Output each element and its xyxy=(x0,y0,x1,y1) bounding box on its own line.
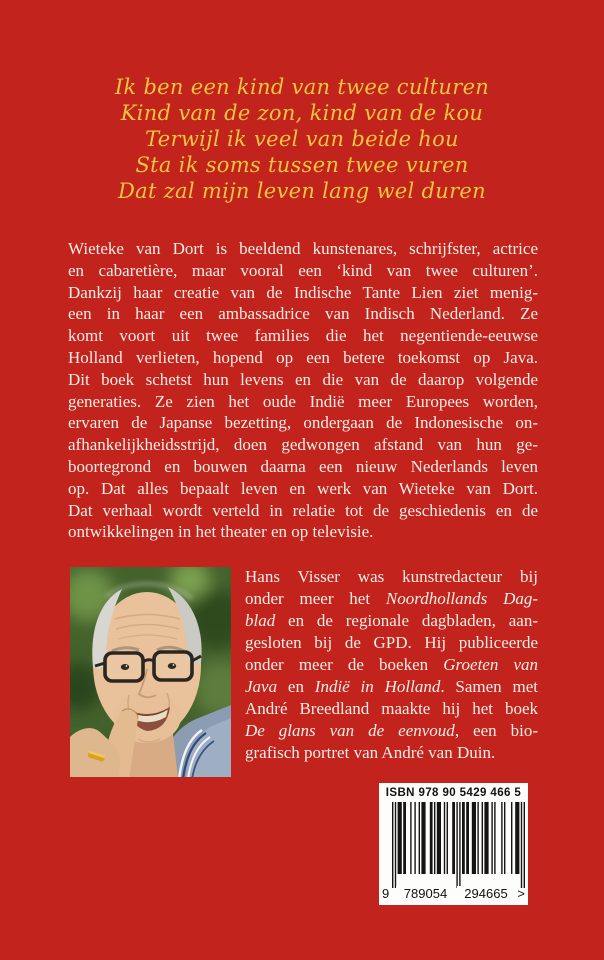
description-line: Holland verlieten, hopend op een betere toekomst op Java. xyxy=(68,347,538,367)
author-photo xyxy=(70,567,231,777)
description-line: ervaren de Japanse bezetting, ondergaan de Indonesische on- xyxy=(68,413,538,433)
poem xyxy=(0,74,604,204)
poem-line: Dat zal mijn leven lang wel duren xyxy=(118,179,486,203)
bio-line: blad en de regionale dagbladen, aan- xyxy=(245,611,538,630)
description-line: boortegrond en bouwen daarna een nieuw Nederlands leven xyxy=(68,456,538,476)
isbn-barcode xyxy=(379,783,528,905)
description-line: ontwikkelingen in het theater en op televisie. xyxy=(68,522,374,542)
description-line: Dat verhaal wordt verteld in relatie tot de geschiedenis en de xyxy=(68,500,538,520)
description-line: Dit boek schetst hun levens en die van de daarop volgende xyxy=(68,369,538,389)
bio-line: gesloten bij de GPD. Hij publiceerde xyxy=(245,633,538,652)
description-line: afhankelijkheidsstrijd, doen gedwongen afstand van hun ge- xyxy=(68,435,538,455)
bio-line: grafisch portret van André van Duin. xyxy=(245,743,496,762)
bio-line: Java en Indië in Holland. Samen met xyxy=(245,677,538,696)
description-line: komt voort uit twee families die het negentiende-eeuwse xyxy=(68,326,538,346)
author-photo-image xyxy=(70,567,231,777)
bio-line: André Breedland maakte hij het boek xyxy=(245,699,538,718)
description-line: Dankzij haar creatie van de Indische Tante Lien ziet menig- xyxy=(68,282,538,302)
description-line: op. Dat alles bepaalt leven en werk van Wieteke van Dort. xyxy=(68,478,538,498)
barcode-trailing-arrow: > xyxy=(517,886,525,901)
poem-line: Terwijl ik veel van beide hou xyxy=(145,127,459,151)
poem-line: Sta ik soms tussen twee vuren xyxy=(135,153,469,177)
description-line: en cabaretière, maar vooral een ‘kind van twee culturen’. xyxy=(68,260,538,280)
bio-line: onder meer het Noordhollands Dag- xyxy=(245,589,539,608)
bio-line: Hans Visser was kunstredacteur bij xyxy=(245,567,538,586)
description-line: Wieteke van Dort is beeldend kunstenares, schrijfster, actrice xyxy=(68,239,538,258)
bio-line: onder meer de boeken Groeten van xyxy=(245,655,538,674)
isbn-label: ISBN 978 90 5429 466 5 xyxy=(385,787,522,799)
barcode-bars-image xyxy=(392,802,525,890)
poem-line: Kind van de zon, kind van de kou xyxy=(120,101,484,125)
barcode-digits xyxy=(382,886,525,901)
barcode-bars xyxy=(382,802,525,902)
description-line: een in haar een ambassadrice van Indisch Nederland. Ze xyxy=(68,304,538,324)
barcode-digit-left: 9 xyxy=(382,886,392,901)
book-description xyxy=(68,238,538,543)
barcode-digit-group1: 789054 xyxy=(396,886,455,901)
description-line: generaties. Ze zien het oude Indië meer Europees worden, xyxy=(68,391,538,411)
poem-line: Ik ben een kind van twee culturen xyxy=(114,75,490,99)
barcode-digit-group2: 294665 xyxy=(457,886,515,901)
bio-line: De glans van de eenvoud, een bio- xyxy=(245,721,538,740)
author-bio xyxy=(245,566,538,764)
